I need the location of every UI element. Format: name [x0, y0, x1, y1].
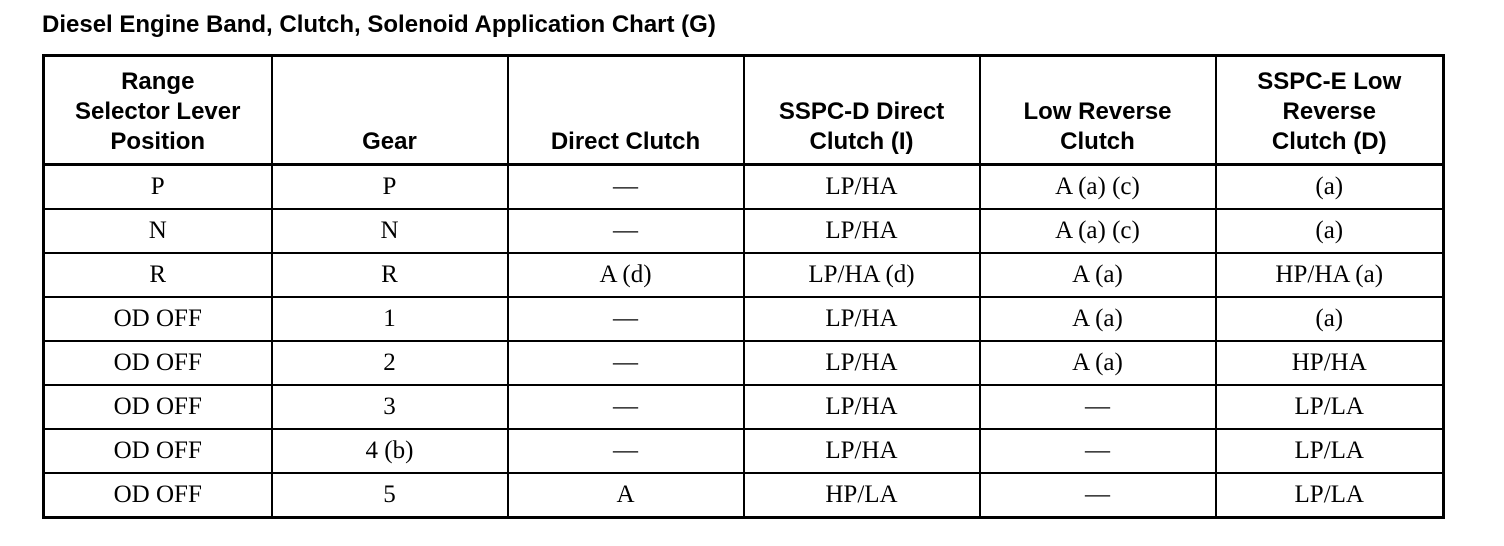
table-cell-range-selector-lever-position: OD OFF [44, 473, 272, 518]
column-header-line: Range [121, 68, 195, 95]
column-header-sspc-e-low-reverse-clutch [1216, 56, 1444, 165]
table-cell-low-reverse-clutch: — [980, 429, 1216, 473]
table-cell-low-reverse-clutch: A (a) (c) [980, 165, 1216, 210]
table-cell-range-selector-lever-position: OD OFF [44, 297, 272, 341]
table-row [44, 429, 1444, 473]
column-header-direct-clutch [508, 56, 744, 165]
column-header-sspc-d-direct-clutch [744, 56, 980, 165]
table-row [44, 253, 1444, 297]
table-cell-gear: N [272, 209, 508, 253]
column-header-line: SSPC-E Low [1257, 68, 1402, 95]
table-cell-direct-clutch: — [508, 341, 744, 385]
table-cell-low-reverse-clutch: A (a) [980, 297, 1216, 341]
table-cell-sspc-e-low-reverse-clutch: (a) [1216, 297, 1444, 341]
column-header-line: Clutch [1060, 128, 1135, 155]
column-header-range-selector-lever-position [44, 56, 272, 165]
column-header-line: Selector Lever [75, 98, 241, 125]
table-row [44, 209, 1444, 253]
table-cell-sspc-e-low-reverse-clutch: LP/LA [1216, 385, 1444, 429]
table-cell-range-selector-lever-position: OD OFF [44, 341, 272, 385]
table-cell-direct-clutch: A (d) [508, 253, 744, 297]
table-cell-direct-clutch: — [508, 429, 744, 473]
table-row [44, 341, 1444, 385]
table-cell-gear: P [272, 165, 508, 210]
column-header-low-reverse-clutch [980, 56, 1216, 165]
table-cell-direct-clutch: — [508, 209, 744, 253]
table-cell-low-reverse-clutch: A (a) (c) [980, 209, 1216, 253]
table-row [44, 473, 1444, 518]
table-cell-sspc-d-direct-clutch: LP/HA [744, 209, 980, 253]
table-cell-sspc-e-low-reverse-clutch: HP/HA [1216, 341, 1444, 385]
application-chart-table [42, 54, 1445, 519]
chart-title: Diesel Engine Band, Clutch, Solenoid Application Chart (G) [42, 11, 716, 38]
table-cell-gear: 2 [272, 341, 508, 385]
table-cell-range-selector-lever-position: OD OFF [44, 429, 272, 473]
table-cell-sspc-e-low-reverse-clutch: (a) [1216, 165, 1444, 210]
table-cell-gear: 3 [272, 385, 508, 429]
table-cell-sspc-e-low-reverse-clutch: LP/LA [1216, 473, 1444, 518]
table-cell-sspc-d-direct-clutch: LP/HA [744, 385, 980, 429]
table-cell-sspc-d-direct-clutch: LP/HA [744, 341, 980, 385]
column-header-line: Clutch (D) [1271, 128, 1387, 155]
column-header-line: Low Reverse [1023, 98, 1172, 125]
table-row [44, 385, 1444, 429]
table-cell-range-selector-lever-position: N [44, 209, 272, 253]
column-header-line: Direct Clutch [550, 128, 701, 155]
table-cell-direct-clutch: A [508, 473, 744, 518]
table-body [44, 165, 1444, 518]
table-row [44, 297, 1444, 341]
table-cell-low-reverse-clutch: A (a) [980, 341, 1216, 385]
column-header-line: SSPC-D Direct [778, 98, 945, 125]
table-cell-low-reverse-clutch: — [980, 473, 1216, 518]
table-cell-sspc-d-direct-clutch: LP/HA [744, 165, 980, 210]
column-header-line: Reverse [1282, 98, 1376, 125]
table-cell-direct-clutch: — [508, 297, 744, 341]
table-cell-direct-clutch: — [508, 385, 744, 429]
table-cell-range-selector-lever-position: R [44, 253, 272, 297]
table-cell-sspc-e-low-reverse-clutch: (a) [1216, 209, 1444, 253]
table-cell-low-reverse-clutch: — [980, 385, 1216, 429]
column-header-line: Position [110, 128, 206, 155]
table-cell-sspc-e-low-reverse-clutch: HP/HA (a) [1216, 253, 1444, 297]
table-cell-gear: R [272, 253, 508, 297]
table-cell-low-reverse-clutch: A (a) [980, 253, 1216, 297]
table-cell-gear: 5 [272, 473, 508, 518]
table-cell-sspc-d-direct-clutch: HP/LA [744, 473, 980, 518]
table-cell-sspc-d-direct-clutch: LP/HA (d) [744, 253, 980, 297]
table-cell-sspc-e-low-reverse-clutch: LP/LA [1216, 429, 1444, 473]
table-cell-direct-clutch: — [508, 165, 744, 210]
table-cell-gear: 1 [272, 297, 508, 341]
column-header-line: Gear [362, 128, 417, 155]
table-cell-range-selector-lever-position: P [44, 165, 272, 210]
table-cell-gear: 4 (b) [272, 429, 508, 473]
table-cell-range-selector-lever-position: OD OFF [44, 385, 272, 429]
table-cell-sspc-d-direct-clutch: LP/HA [744, 297, 980, 341]
column-header-gear [272, 56, 508, 165]
table-cell-sspc-d-direct-clutch: LP/HA [744, 429, 980, 473]
column-header-line: Clutch (I) [809, 128, 914, 155]
table-header-row [44, 56, 1444, 165]
table-row [44, 165, 1444, 210]
